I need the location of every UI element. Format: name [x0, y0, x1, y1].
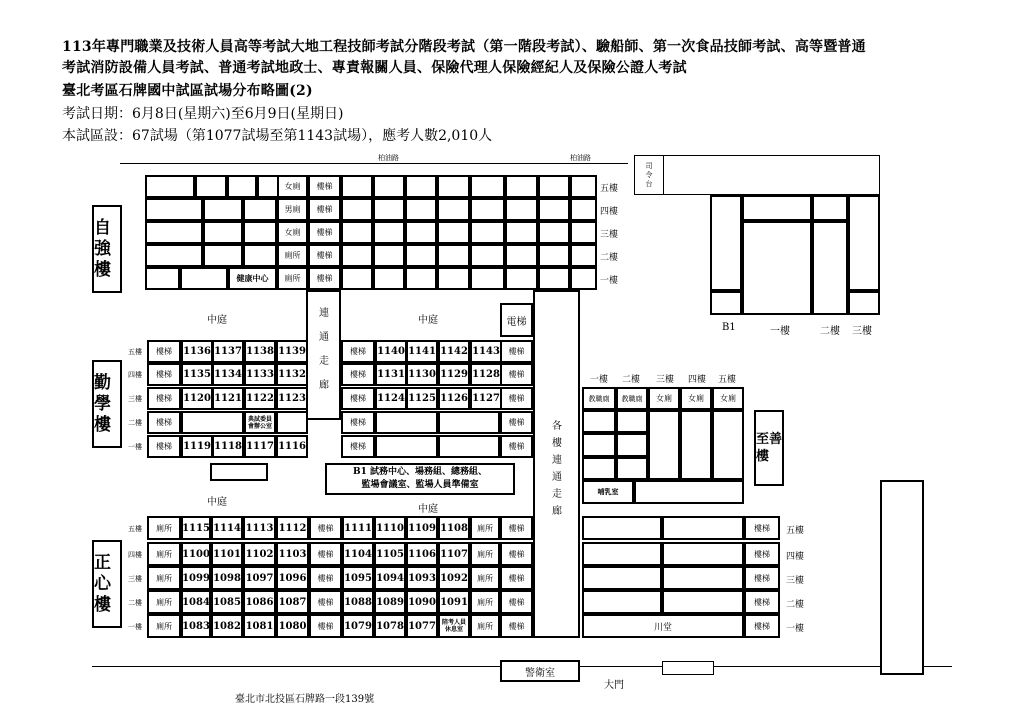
- room: [373, 221, 405, 244]
- room: [505, 221, 538, 244]
- exam-room: 1093: [406, 566, 438, 590]
- room: [438, 435, 500, 458]
- exam-room: 1113: [243, 516, 276, 540]
- room: [680, 410, 712, 480]
- stairs: 樓梯: [308, 175, 341, 198]
- exam-room: 1084: [181, 590, 211, 614]
- stairs: 樓梯: [500, 340, 533, 363]
- stairs: 樓梯: [500, 614, 533, 638]
- stairs: 樓梯: [308, 244, 341, 267]
- room: [570, 221, 597, 244]
- room: [203, 198, 243, 221]
- exam-dates: 考試日期：6月8日(星期六)至6月9日(星期日): [62, 106, 344, 122]
- zs-label-b1: B1: [722, 322, 736, 333]
- room: [438, 411, 500, 434]
- room: [582, 410, 616, 433]
- b1-small-box: [210, 463, 268, 481]
- exam-room: 1080: [276, 614, 309, 638]
- command-stage-area: [634, 155, 880, 195]
- stairs: 樓梯: [309, 614, 342, 638]
- zs-room: [742, 195, 812, 221]
- exam-room: 1139: [276, 340, 308, 363]
- exam-room: 1122: [244, 387, 276, 410]
- exam-room: 1136: [181, 340, 213, 363]
- exam-room: 1118: [212, 435, 244, 458]
- floor-label-f5: 五樓: [600, 184, 619, 194]
- exam-room: 1078: [374, 614, 406, 638]
- room: [373, 244, 405, 267]
- exam-room: 1102: [243, 542, 276, 566]
- room: [616, 433, 648, 457]
- exam-room: 1083: [181, 614, 211, 638]
- zs-label-f1: 一樓: [770, 326, 790, 337]
- stairs: 樓梯: [500, 542, 533, 566]
- exam-room: 1099: [181, 566, 211, 590]
- building-ziqiang: 自強樓: [92, 205, 122, 293]
- room: [505, 244, 538, 267]
- stairs: 樓梯: [500, 516, 533, 540]
- restroom: 廁所: [147, 566, 181, 590]
- stairs: 樓梯: [744, 614, 780, 638]
- stairs: 樓梯: [309, 590, 342, 614]
- room: [470, 198, 505, 221]
- exam-room: 1109: [406, 516, 438, 540]
- exam-room: 1129: [438, 363, 470, 386]
- exam-room: 1091: [438, 590, 470, 614]
- restroom: 廁所: [277, 267, 308, 290]
- stairs: 樓梯: [341, 387, 375, 410]
- stairs: 樓梯: [147, 363, 181, 386]
- room: [276, 411, 308, 434]
- command-stage: 司令台: [634, 155, 664, 195]
- address: 臺北市北投區石牌路一段139號: [235, 694, 375, 705]
- exam-room: 1085: [211, 590, 243, 614]
- room: [405, 221, 437, 244]
- zs-right-floor-f5: 五樓: [786, 526, 805, 536]
- restroom: 女廁: [277, 175, 308, 198]
- exam-room: 1079: [342, 614, 374, 638]
- exam-room: 1140: [375, 340, 407, 363]
- restroom: 廁所: [147, 542, 181, 566]
- room: [405, 267, 437, 290]
- exam-room: 1090: [406, 590, 438, 614]
- main-gate: 大門: [604, 680, 624, 691]
- zs-floor-f1: 一樓: [590, 375, 609, 385]
- room: [582, 542, 662, 566]
- room: [570, 198, 597, 221]
- zs-room: [710, 291, 742, 315]
- exam-room: 1112: [276, 516, 309, 540]
- female-restroom: 女廁: [712, 387, 744, 410]
- room: [203, 244, 243, 267]
- room: [505, 198, 538, 221]
- room: [538, 267, 570, 290]
- zs-room: [848, 195, 880, 291]
- room: [243, 244, 277, 267]
- exam-room: 1107: [438, 542, 470, 566]
- waiting-room: [438, 614, 470, 638]
- b1-office-box: B1 試務中心、場務組、總務組、 監場會議室、監場人員準備室: [325, 463, 515, 495]
- exam-room: 1125: [406, 387, 438, 410]
- restroom: 廁所: [470, 542, 500, 566]
- zs-room: [848, 291, 880, 315]
- proctor-office-label: 典試委員會辦公室: [247, 415, 272, 430]
- waiting-room-label: 陪考人員休息室: [441, 619, 466, 633]
- zhengxin-floor-f2: 二樓: [128, 599, 142, 607]
- room: [662, 590, 744, 614]
- stairs: 樓梯: [308, 267, 341, 290]
- qinxue-floor-f1: 一樓: [128, 443, 142, 451]
- stairs: 樓梯: [500, 387, 533, 410]
- zhengxin-floor-f3: 三樓: [128, 575, 142, 583]
- restroom: 男廁: [277, 198, 308, 221]
- room: [437, 221, 470, 244]
- exam-room: 1096: [276, 566, 309, 590]
- zs-floor-f2: 二樓: [622, 375, 641, 385]
- exam-room: 1101: [211, 542, 243, 566]
- road-label-right: 柏油路: [570, 154, 591, 162]
- stairs: 樓梯: [500, 566, 533, 590]
- exam-room: 1127: [470, 387, 502, 410]
- exam-room: 1088: [342, 590, 374, 614]
- room: [405, 198, 437, 221]
- venue-info: 本試區設：67試場（第1077試場至第1143試場），應考人數2,010人: [62, 128, 493, 144]
- exam-room: 1142: [438, 340, 470, 363]
- room: [437, 267, 470, 290]
- room: [375, 411, 438, 434]
- stairs: 樓梯: [744, 542, 780, 566]
- exam-room: 1115: [181, 516, 211, 540]
- exam-room: 1077: [406, 614, 438, 638]
- stairs: 樓梯: [308, 198, 341, 221]
- room: [203, 221, 243, 244]
- exam-room: 1124: [375, 387, 407, 410]
- building-qinxue: 勤學樓: [92, 360, 122, 448]
- exam-room: 1134: [212, 363, 244, 386]
- zs-floor-f3: 三樓: [656, 375, 675, 385]
- room: [243, 221, 277, 244]
- room: [662, 516, 744, 540]
- room: [341, 244, 373, 267]
- exam-room: 1089: [374, 590, 406, 614]
- room: [243, 198, 277, 221]
- floor-label-f4: 四樓: [600, 207, 619, 217]
- exam-room: 1121: [212, 387, 244, 410]
- room: [505, 267, 538, 290]
- zs-room: [710, 195, 742, 291]
- room: [437, 198, 470, 221]
- room: [373, 198, 405, 221]
- room: [582, 516, 662, 540]
- exam-room: 1086: [243, 590, 276, 614]
- exam-room: 1123: [276, 387, 308, 410]
- exam-room: 1135: [181, 363, 213, 386]
- stairs: 樓梯: [309, 566, 342, 590]
- room: [145, 244, 203, 267]
- room: [538, 175, 570, 198]
- zs-room: [812, 221, 848, 315]
- stairs: 樓梯: [147, 435, 181, 458]
- guard-room: 警衛室: [500, 660, 580, 682]
- exam-room: 1130: [406, 363, 438, 386]
- room: [341, 175, 373, 198]
- room: [181, 411, 244, 434]
- exam-room: 1138: [244, 340, 276, 363]
- room: [470, 267, 505, 290]
- courtyard-4: 中庭: [418, 504, 438, 515]
- stairs: 樓梯: [309, 542, 342, 566]
- exam-room: 1095: [342, 566, 374, 590]
- exam-room: 1141: [406, 340, 438, 363]
- teacher-restroom: 教職廁: [582, 387, 616, 410]
- exam-room: 1104: [342, 542, 374, 566]
- teacher-restroom: 教職廁: [616, 387, 648, 410]
- exam-room: 1117: [244, 435, 276, 458]
- room: [634, 480, 744, 504]
- health-center: 健康中心: [228, 267, 277, 290]
- zhengxin-floor-f4: 四樓: [128, 551, 142, 559]
- zs-label-f2: 二樓: [820, 326, 840, 337]
- room: [470, 175, 505, 198]
- zs-label-f3: 三樓: [852, 326, 872, 337]
- building-zhishan: 至善樓: [754, 410, 784, 486]
- exam-room: 1105: [374, 542, 406, 566]
- exam-room: 1120: [181, 387, 213, 410]
- room: [373, 175, 405, 198]
- room: [180, 267, 228, 290]
- zhengxin-floor-f5: 五樓: [128, 525, 142, 533]
- stairs: 樓梯: [341, 411, 375, 434]
- side-building: [880, 480, 924, 675]
- exam-room: 1137: [212, 340, 244, 363]
- hall: 川堂: [582, 614, 744, 638]
- room: [145, 175, 195, 198]
- room: [538, 244, 570, 267]
- title-line-3: 臺北考區石牌國中試區試場分布略圖(2): [62, 83, 313, 99]
- floor-label-f2: 二樓: [600, 253, 619, 263]
- stairs: 樓梯: [341, 340, 375, 363]
- room: [662, 542, 744, 566]
- qinxue-floor-f2: 二樓: [128, 419, 142, 427]
- exam-room: 1094: [374, 566, 406, 590]
- stairs: 樓梯: [309, 516, 342, 540]
- room: [375, 435, 438, 458]
- zs-right-floor-f4: 四樓: [786, 552, 805, 562]
- room: [341, 198, 373, 221]
- room: [582, 590, 662, 614]
- stairs: 樓梯: [744, 566, 780, 590]
- room: [505, 175, 538, 198]
- floor-label-f3: 三樓: [600, 230, 619, 240]
- exam-room: 1098: [211, 566, 243, 590]
- room: [616, 457, 648, 480]
- room: [582, 457, 616, 480]
- room: [582, 433, 616, 457]
- stairs: 樓梯: [500, 363, 533, 386]
- room: [405, 175, 437, 198]
- title-line-1: 113年專門職業及技術人員高等考試大地工程技師考試分階段考試（第一階段考試）、驗船師、第一次食品技師考試、高等暨普通: [62, 39, 866, 55]
- restroom: 廁所: [470, 590, 500, 614]
- qinxue-floor-f3: 三樓: [128, 395, 142, 403]
- proctor-office: [244, 411, 276, 434]
- room: [373, 267, 405, 290]
- restroom: 廁所: [147, 614, 181, 638]
- gate-post: [662, 661, 714, 675]
- room: [257, 175, 279, 198]
- exam-room: 1087: [276, 590, 309, 614]
- room: [538, 221, 570, 244]
- stairs: 樓梯: [341, 363, 375, 386]
- room: [437, 175, 470, 198]
- exam-room: 1108: [438, 516, 470, 540]
- courtyard-2: 中庭: [418, 315, 438, 326]
- restroom: 廁所: [470, 614, 500, 638]
- floor-label-f1: 一樓: [600, 276, 619, 286]
- qinxue-floor-f5: 五樓: [128, 348, 142, 356]
- building-zhengxin: 正心樓: [92, 540, 122, 628]
- zs-floor-f4: 四樓: [688, 375, 707, 385]
- zhengxin-floor-f1: 一樓: [128, 623, 142, 631]
- room: [195, 175, 227, 198]
- room: [341, 267, 373, 290]
- room: [662, 566, 744, 590]
- restroom: 廁所: [277, 244, 308, 267]
- exam-room: 1116: [276, 435, 308, 458]
- room: [570, 244, 597, 267]
- stairs: 樓梯: [500, 411, 533, 434]
- stairs: 樓梯: [500, 435, 533, 458]
- room: [470, 221, 505, 244]
- road-line-top: [120, 163, 628, 164]
- exam-room: 1133: [244, 363, 276, 386]
- exam-room: 1114: [211, 516, 243, 540]
- courtyard-1: 中庭: [207, 315, 227, 326]
- nursing-room-label: 哺乳室: [597, 487, 619, 496]
- restroom: 女廁: [277, 221, 308, 244]
- exam-room: 1082: [211, 614, 243, 638]
- title-line-2: 考試消防設備人員考試、普通考試地政士、專責報關人員、保險代理人保險經紀人及保險公證人考試: [62, 60, 687, 76]
- exam-room: 1128: [470, 363, 502, 386]
- room: [616, 410, 648, 433]
- zs-right-floor-f2: 二樓: [786, 600, 805, 610]
- exam-room: 1081: [243, 614, 276, 638]
- exam-room: 1131: [375, 363, 407, 386]
- zs-right-floor-f3: 三樓: [786, 576, 805, 586]
- stairs: 樓梯: [147, 387, 181, 410]
- room: [437, 244, 470, 267]
- exam-room: 1092: [438, 566, 470, 590]
- restroom: 廁所: [470, 566, 500, 590]
- connect-corridor-label: 連通走廊: [319, 308, 329, 391]
- stairs: 樓梯: [744, 516, 780, 540]
- room: [145, 221, 203, 244]
- zs-room: [742, 221, 812, 315]
- room: [145, 267, 180, 290]
- room: [227, 175, 257, 198]
- qinxue-floor-f4: 四樓: [128, 371, 142, 379]
- stairs: 樓梯: [500, 590, 533, 614]
- exam-room: 1106: [406, 542, 438, 566]
- exam-room: 1126: [438, 387, 470, 410]
- restroom: 廁所: [470, 516, 500, 540]
- exam-room: 1103: [276, 542, 309, 566]
- exam-room: 1132: [276, 363, 308, 386]
- room: [648, 410, 680, 480]
- stairs: 樓梯: [744, 590, 780, 614]
- stairs: 樓梯: [341, 435, 375, 458]
- room: [570, 175, 597, 198]
- room: [712, 410, 744, 480]
- restroom: 廁所: [147, 590, 181, 614]
- zs-floor-f5: 五樓: [718, 375, 737, 385]
- female-restroom: 女廁: [680, 387, 712, 410]
- zs-right-floor-f1: 一樓: [786, 624, 805, 634]
- exam-room: 1119: [181, 435, 213, 458]
- exam-room: 1110: [374, 516, 406, 540]
- main-corridor-label: 各樓連通走廊: [552, 421, 562, 517]
- room: [341, 221, 373, 244]
- nursing-room: [582, 480, 634, 504]
- restroom: 廁所: [147, 516, 181, 540]
- room: [570, 267, 597, 290]
- exam-room: 1143: [470, 340, 502, 363]
- female-restroom: 女廁: [648, 387, 680, 410]
- road-label-left: 柏油路: [378, 154, 399, 162]
- stairs: 樓梯: [147, 340, 181, 363]
- courtyard-3: 中庭: [207, 497, 227, 508]
- room: [145, 198, 203, 221]
- room: [582, 566, 662, 590]
- room: [405, 244, 437, 267]
- exam-room: 1111: [342, 516, 374, 540]
- stairs: 樓梯: [147, 411, 181, 434]
- exam-room: 1100: [181, 542, 211, 566]
- elevator: 電梯: [500, 303, 533, 337]
- zs-room: [812, 195, 848, 221]
- exam-room: 1097: [243, 566, 276, 590]
- stairs: 樓梯: [308, 221, 341, 244]
- room: [538, 198, 570, 221]
- room: [470, 244, 505, 267]
